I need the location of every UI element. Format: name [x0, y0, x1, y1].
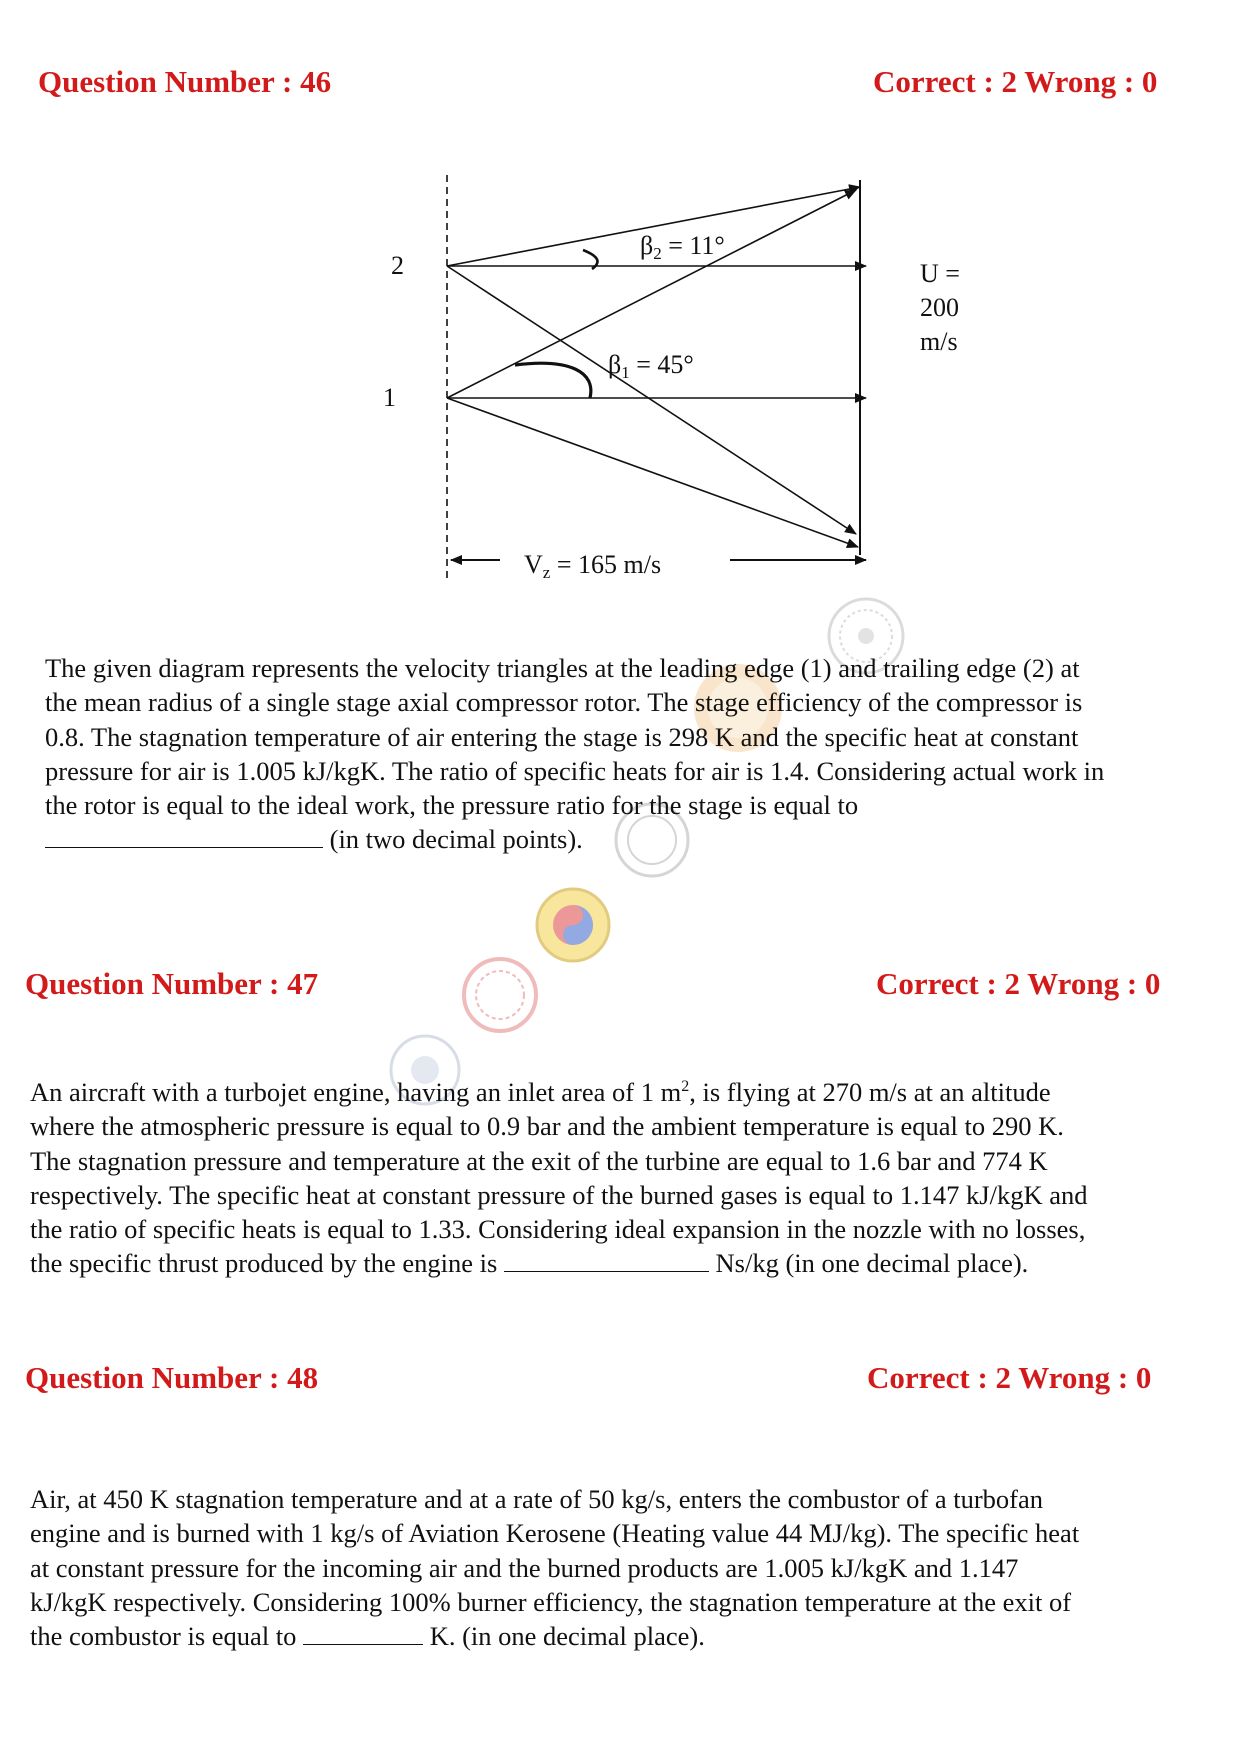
- question-48-line: at constant pressure for the incoming air and the burned products are 1.005 kJ/kgK and 1.147: [30, 1552, 1019, 1583]
- question-47-answer-line: [30, 1246, 1230, 1280]
- question-47-line: the ratio of specific heats is equal to 1.33. Considering ideal expansion in the nozzle with no losses,: [30, 1214, 1086, 1245]
- question-46-line: the rotor is equal to the ideal work, the pressure ratio for the stage is equal to: [45, 790, 859, 821]
- question-48-line: Air, at 450 K stagnation temperature and at a rate of 50 kg/s, enters the combustor of a turbofan: [30, 1484, 1043, 1514]
- question-47-line: respectively. The specific heat at constant pressure of the burned gases is equal to 1.147 kJ/kgK and: [30, 1179, 1088, 1210]
- beta1-label: β1 = 45°: [608, 350, 694, 382]
- blade-speed-label-line1: U =: [920, 259, 960, 288]
- question-46-number: Question Number : 46: [38, 64, 332, 99]
- answer-suffix: (in two decimal points).: [329, 824, 583, 855]
- question-46-line: the mean radius of a single stage axial compressor rotor. The stage efficiency of the compressor is: [45, 687, 1083, 718]
- blade-speed-label-line2: 200: [920, 293, 959, 322]
- beta1-angle-arc: [515, 363, 591, 398]
- relative-velocity-1-arrow: [447, 398, 858, 547]
- answer-blank[interactable]: [303, 1622, 423, 1645]
- velocity-triangle-diagram: [0, 0, 1240, 600]
- question-47-line: The stagnation pressure and temperature at the exit of the turbine are equal to 1.6 bar and 774 K: [30, 1145, 1048, 1176]
- axial-velocity-label: Vz = 165 m/s: [524, 550, 662, 582]
- station-2-label: 2: [391, 251, 404, 280]
- answer-suffix: K. (in one decimal place).: [429, 1621, 705, 1652]
- answer-blank[interactable]: [504, 1249, 709, 1272]
- question-46-line: 0.8. The stagnation temperature of air entering the stage is 298 K and the specific heat at constant: [45, 721, 1079, 752]
- station-1-label: 1: [383, 383, 396, 412]
- blade-speed-label-line3: m/s: [920, 327, 958, 356]
- watermark-seal-icon: [533, 885, 613, 965]
- question-48-answer-line: [30, 1619, 1230, 1653]
- question-46-line: The given diagram represents the velocity triangles at the leading edge (1) and trailing edge (2) at: [45, 653, 1080, 683]
- question-48-marks: Correct : 2 Wrong : 0: [867, 1360, 1152, 1395]
- question-47-line: where the atmospheric pressure is equal to 0.9 bar and the ambient temperature is equal to 290 K.: [30, 1111, 1064, 1142]
- question-46-answer-line: [45, 822, 1225, 856]
- question-46-line: pressure for air is 1.005 kJ/kgK. The ratio of specific heats for air is 1.4. Considering actual work in: [45, 755, 1105, 786]
- question-47-text: [30, 1075, 1230, 1281]
- answer-prefix: the specific thrust produced by the engine is: [30, 1248, 498, 1279]
- question-46-marks: Correct : 2 Wrong : 0: [873, 64, 1158, 99]
- question-47-number: Question Number : 47: [25, 966, 319, 1001]
- question-48-number: Question Number : 48: [25, 1360, 319, 1395]
- question-48-text: [30, 1482, 1230, 1653]
- question-48-line: kJ/kgK respectively. Considering 100% burner efficiency, the stagnation temperature at the exit of: [30, 1586, 1072, 1617]
- question-46-text: [45, 651, 1225, 857]
- answer-blank[interactable]: [45, 825, 323, 848]
- beta2-label: β2 = 11°: [640, 231, 725, 263]
- question-48-line: engine and is burned with 1 kg/s of Aviation Kerosene (Heating value 44 MJ/kg). The specific heat: [30, 1518, 1080, 1549]
- answer-suffix: Ns/kg (in one decimal place).: [715, 1248, 1029, 1279]
- question-47-line: An aircraft with a turbojet engine, having an inlet area of 1 $m^2$, is flying at 270 m/s at an altitude: [30, 1077, 1051, 1107]
- question-47-marks: Correct : 2 Wrong : 0: [876, 966, 1161, 1001]
- absolute-velocity-2-arrow: [447, 266, 856, 534]
- answer-prefix: the combustor is equal to: [30, 1621, 297, 1652]
- watermark-seal-icon: [460, 955, 540, 1035]
